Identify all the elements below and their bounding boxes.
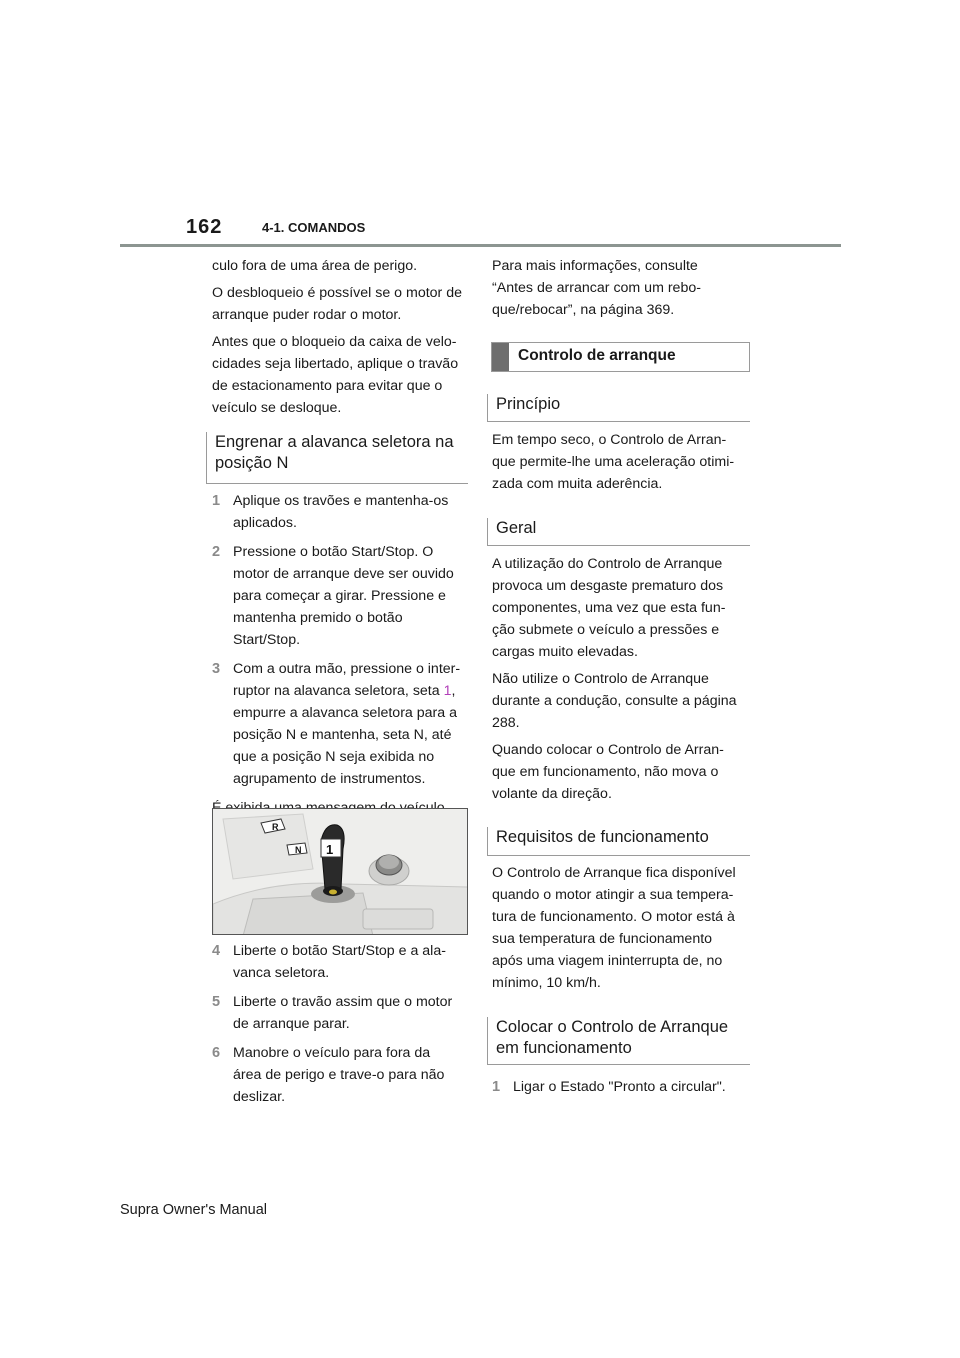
list-item: 3 Com a outra mão, pressione o inter- ruptor na alavanca seletora, seta 1, empurre a alavanca seletora para a posição N e mantenha, seta N, até que a posição N seja exibida no agrupamento de instrumentos. xyxy=(212,658,470,790)
paragraph: Quando colocar o Controlo de Arran- que em funcionamento, não mova o volante da direção. xyxy=(492,742,724,802)
section-controlo-de-arranque xyxy=(491,342,750,372)
step-number: 3 xyxy=(212,661,221,677)
step-number: 6 xyxy=(212,1045,221,1061)
paragraph: culo fora de uma área de perigo. xyxy=(212,258,418,274)
steps-list-3 xyxy=(492,1076,750,1098)
chapter-title: 4-1. COMANDOS xyxy=(262,220,366,235)
steps-list xyxy=(212,490,470,819)
paragraph: O Controlo de Arranque fica disponível quando o motor atingir a sua tempera- tura de funcionamento. O motor está à sua temperatura de funcionamento após uma viagem ininterrupta de, no mínimo, 10 km/h. xyxy=(492,865,736,991)
step-number: 4 xyxy=(212,943,221,959)
geral-text xyxy=(492,553,750,805)
footer-manual-title: Supra Owner's Manual xyxy=(120,1202,268,1218)
list-item: 5 Liberte o travão assim que o motor de arranque parar. xyxy=(212,991,470,1035)
step-number: 1 xyxy=(492,1079,501,1095)
list-item: 1 Aplique os travões e mantenha-os aplicados. xyxy=(212,490,470,534)
arrow-label-n: N xyxy=(295,845,302,855)
step-number: 2 xyxy=(212,544,221,560)
left-column-top xyxy=(212,255,470,419)
heading-principio: Princípio xyxy=(487,394,750,422)
arrow-label-r: R xyxy=(272,822,279,832)
section-title: Controlo de arranque xyxy=(518,347,676,364)
heading-geral: Geral xyxy=(487,518,750,546)
step-number: 5 xyxy=(212,994,221,1010)
arrow-reference: 1 xyxy=(443,683,452,699)
page-number: 162 xyxy=(186,216,223,238)
step-number: 1 xyxy=(212,493,221,509)
right-intro: Para mais informações, consulte “Antes de arrancar com um rebo- que/rebocar”, na página 369. xyxy=(492,258,701,318)
paragraph: Não utilize o Controlo de Arranque durante a condução, consulte a página 288. xyxy=(492,671,737,731)
heading-colocar: Colocar o Controlo de Arranque em funcionamento xyxy=(487,1017,750,1065)
heading-requisitos: Requisitos de funcionamento xyxy=(487,827,750,856)
header-rule xyxy=(120,244,841,247)
paragraph: O desbloqueio é possível se o motor de arranque puder rodar o motor. xyxy=(212,285,463,323)
list-item: 6 Manobre o veículo para fora da área de perigo e trave-o para não deslizar. xyxy=(212,1042,470,1108)
heading-engrenar: Engrenar a alavanca seletora na posição N xyxy=(206,432,468,484)
list-item: 1 Ligar o Estado "Pronto a circular". xyxy=(492,1076,750,1098)
list-item: 4 Liberte o botão Start/Stop e a ala- vanca seletora. xyxy=(212,940,470,984)
list-item: 2 Pressione o botão Start/Stop. O motor de arranque deve ser ouvido para começar a girar. Pressione e mantenha premido o botão Start/Stop. xyxy=(212,541,470,651)
arrow-label-1: 1 xyxy=(326,842,334,857)
gear-selector-drawing xyxy=(213,809,468,935)
gear-selector-illustration xyxy=(212,808,468,935)
paragraph: Em tempo seco, o Controlo de Arran- que permite-lhe uma aceleração otimi- zada com muita aderência. xyxy=(492,432,735,492)
steps-list-2 xyxy=(212,940,470,1108)
paragraph: Antes que o bloqueio da caixa de velo- cidades seja libertado, aplique o travão de estacionamento para evitar que o veículo se desloque. xyxy=(212,334,459,416)
section-marker xyxy=(492,343,509,371)
paragraph: A utilização do Controlo de Arranque provoca um desgaste prematuro dos componentes, uma vez que esta fun- ção submete o veículo a pressões e cargas muito elevadas. xyxy=(492,556,726,660)
